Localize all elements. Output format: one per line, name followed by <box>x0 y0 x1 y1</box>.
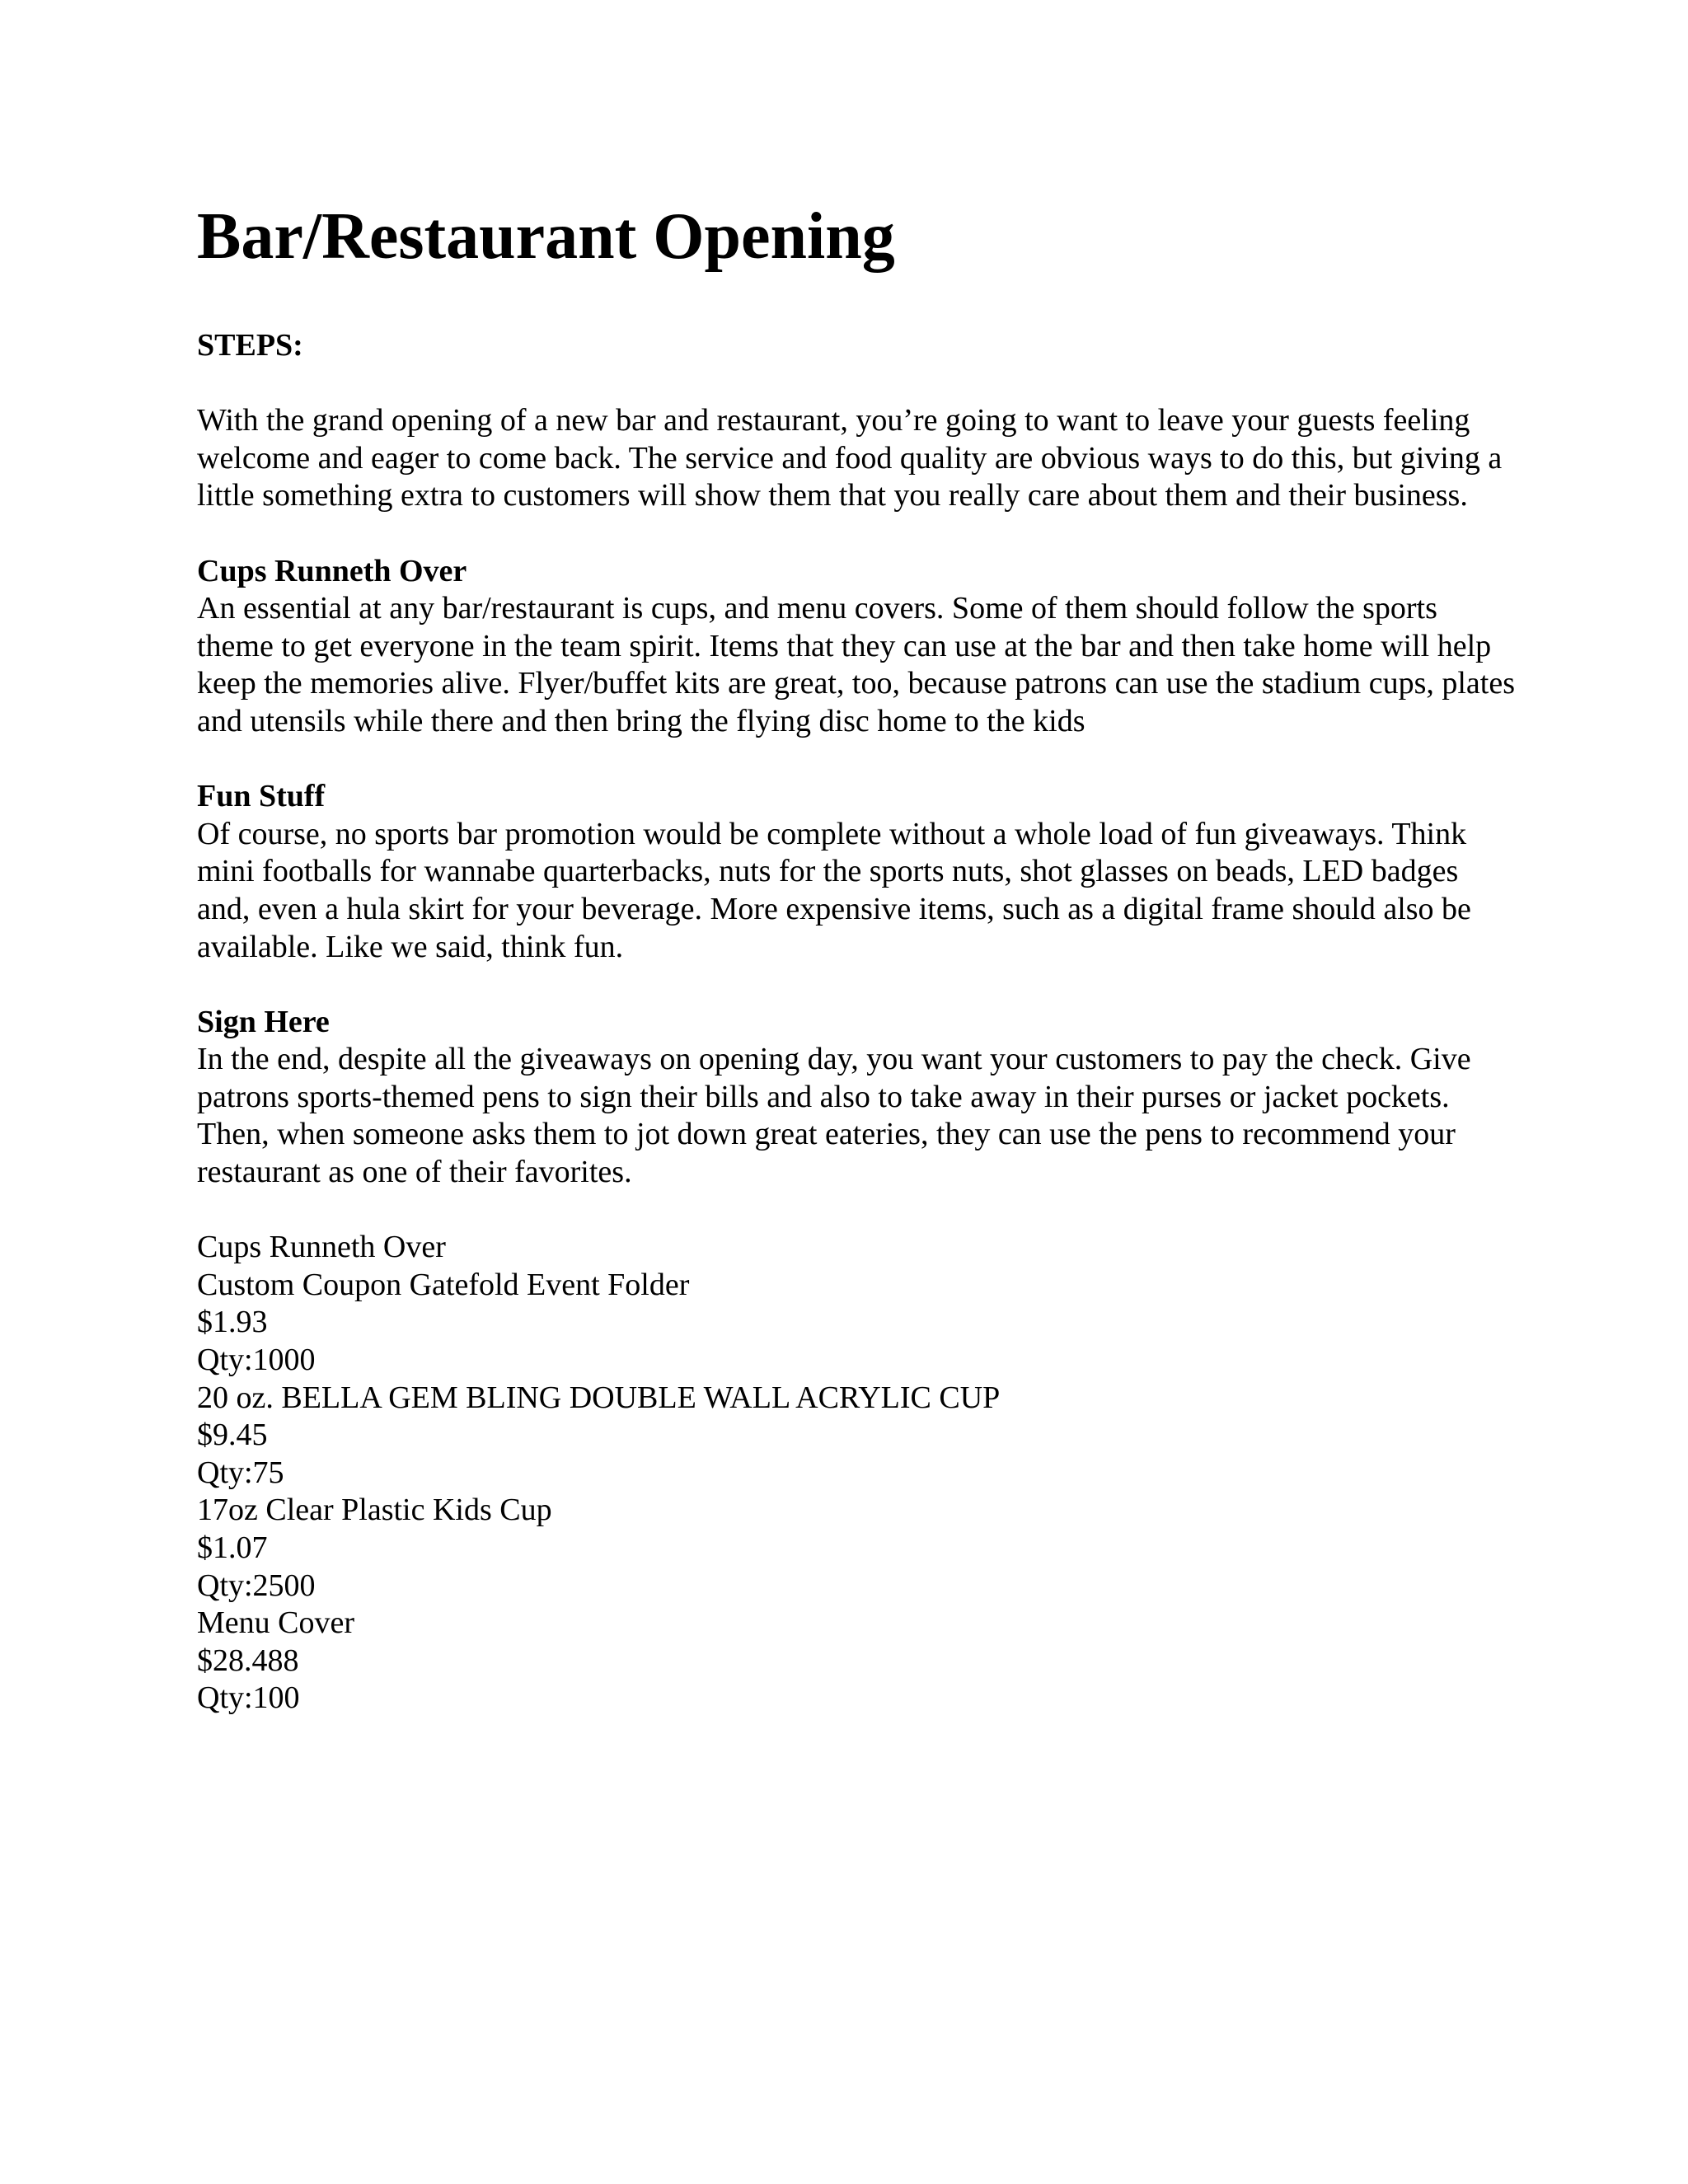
section-sign-here <box>197 1004 1516 1192</box>
steps-label: STEPS: <box>197 328 303 363</box>
product-name: 20 oz. BELLA GEM BLING DOUBLE WALL ACRYLIC CUP <box>197 1380 1001 1415</box>
product-name: Menu Cover <box>197 1605 355 1641</box>
product-name: 17oz Clear Plastic Kids Cup <box>197 1493 552 1528</box>
product-qty: Qty:2500 <box>197 1568 316 1603</box>
product-price: $28.488 <box>197 1643 299 1678</box>
product-qty: Qty:75 <box>197 1455 284 1490</box>
product-item <box>197 1605 1516 1718</box>
product-item <box>197 1267 1516 1380</box>
document-page <box>197 191 1516 1718</box>
section-body: In the end, despite all the giveaways on opening day, you want your customers to pay the check. Give patrons sports-themed pens to sign their bills and also to take away in their purses or jacket pockets. Then, when someone asks them to jot down great eateries, they can use the pens to recommend your restaurant as one of their favorites. <box>197 1042 1471 1190</box>
product-name: Custom Coupon Gatefold Event Folder <box>197 1267 690 1302</box>
product-qty: Qty:100 <box>197 1680 300 1716</box>
product-qty: Qty:1000 <box>197 1343 316 1378</box>
product-price: $9.45 <box>197 1418 268 1453</box>
product-item <box>197 1380 1516 1493</box>
product-list <box>197 1229 1516 1718</box>
section-heading: Sign Here <box>197 1004 330 1039</box>
document-title: Bar/Restaurant Opening <box>197 200 895 273</box>
section-heading: Cups Runneth Over <box>197 553 467 588</box>
product-price: $1.93 <box>197 1305 268 1340</box>
product-price: $1.07 <box>197 1530 268 1565</box>
product-list-heading: Cups Runneth Over <box>197 1230 446 1265</box>
section-body: An essential at any bar/restaurant is cups, and menu covers. Some of them should follow the sports theme to get everyone in the team spirit. Items that they can use at the bar and then take home will help keep the memories alive. Flyer/buffet kits are great, too, because patrons can use the stadium cups, plates and utensils while there and then bring the flying disc home to the kids <box>197 591 1516 738</box>
section-cups-runneth-over <box>197 553 1516 741</box>
product-item <box>197 1492 1516 1605</box>
section-body: Of course, no sports bar promotion would be complete without a whole load of fun giveaways. Think mini footballs for wannabe quarterbacks, nuts for the sports nuts, shot glasses on beads, LED badges and, even a hula skirt for your beverage. More expensive items, such as a digital frame should also be available. Like we said, think fun. <box>197 816 1471 964</box>
section-heading: Fun Stuff <box>197 779 326 814</box>
intro-paragraph: With the grand opening of a new bar and restaurant, you’re going to want to leave your guests feeling welcome and eager to come back. The service and food quality are obvious ways to do this, but giving a little something extra to customers will show them that you really care about them and their business. <box>197 403 1503 513</box>
section-fun-stuff <box>197 778 1516 966</box>
